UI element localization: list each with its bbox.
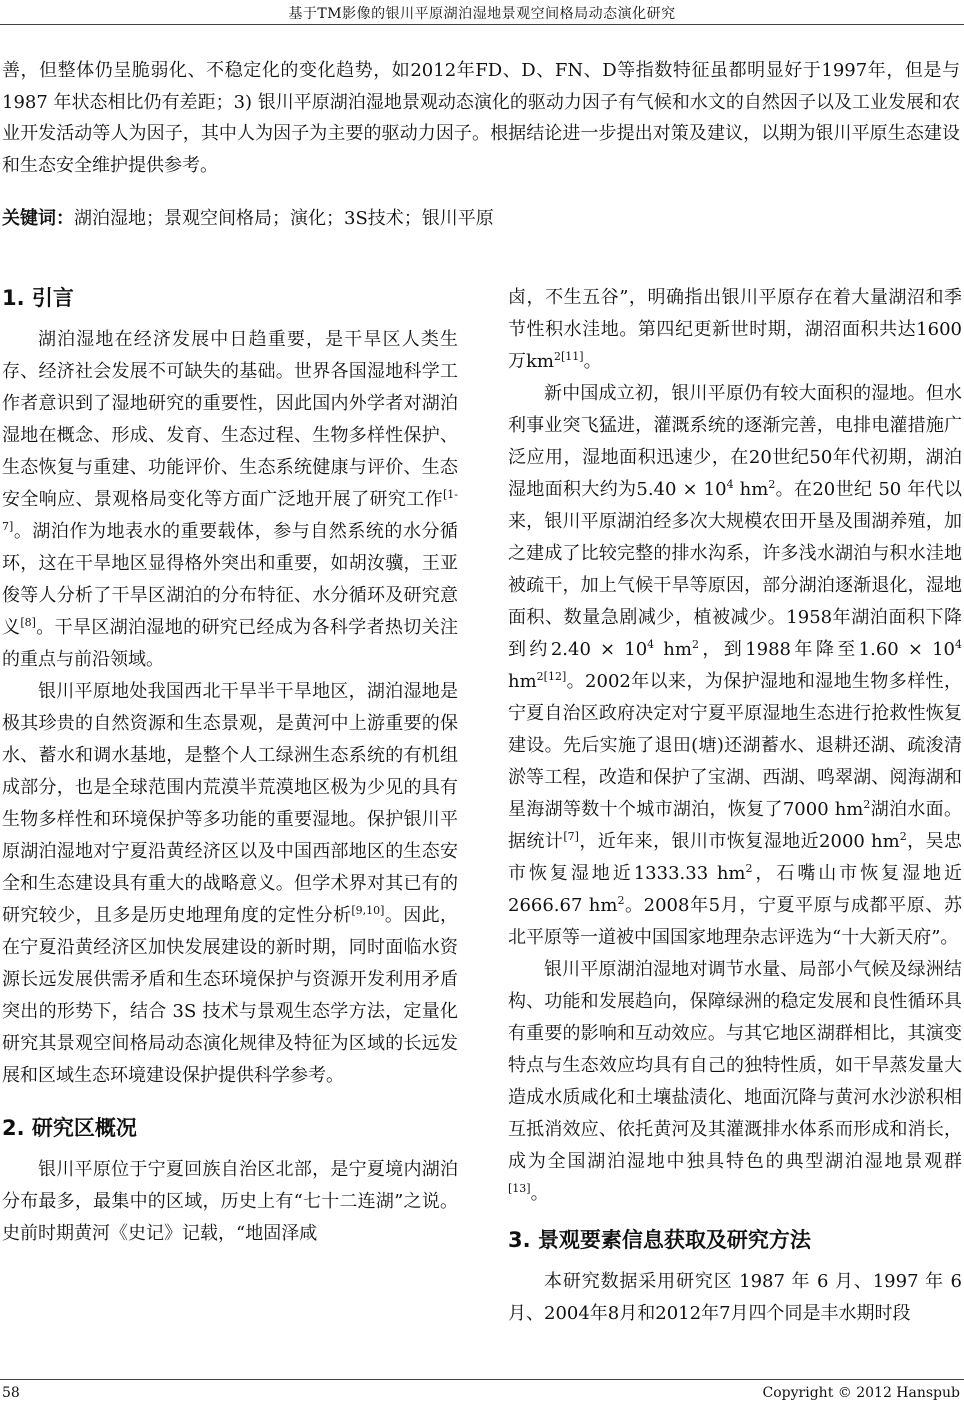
superscript: 4 [954,638,962,651]
footer-rule [0,1379,964,1380]
text-run: 银川平原湖泊湿地对调节水量、局部小气候及绿洲结构、功能和发展趋向，保障绿洲的稳定发展和良性循环具有重要的影响和互动效应。与其它地区湖群相比，其演变特点与生态效应均具有自己的独特性质，如干旱蒸发量大造成水质咸化和土壤盐渍化、地面沉降与黄河水沙淤积相互抵消效应、依托黄河及其灌溉排水体系而形成和消长，成为全国湖泊湿地中独具特色的典型湖泊湿地景观群 [508,959,962,1172]
methods-paragraph-1: 本研究数据采用研究区 1987 年 6 月、1997 年 6 月、2004年8月和2012年7月四个同是丰水期时段 [508,1271,962,1324]
right-column [508,282,962,1330]
superscript: 2[12] [536,670,567,683]
text-run: hm [733,479,769,500]
section-1-title: 1. 引言 [2,286,74,310]
text-run: 。2008年5月，宁夏平原与成都平原、苏北平原等一道被中国国家地理杂志评选为“十大新天府”。 [508,895,962,948]
study-area-paragraph-2 [508,378,962,954]
study-area-paragraph-3 [508,954,962,1210]
text-run: 。干旱区湖泊湿地的研究已经成为各科学者热切关注的重点与前沿领域。 [2,617,459,670]
study-area-paragraph-1-cont [508,282,962,378]
abstract-tail: 善，但整体仍呈脆弱化、不稳定化的变化趋势，如2012年FD、D、FN、D等指数特征虽都明显好于1997年，但是与 1987 年状态相比仍有差距；3) 银川平原湖泊湿地景观动态演化的驱动力因子有气候和水文的自然因子以及工业发展和农业开发活动等人为因子，其中人为因子为主要的驱动力因子。根据结论进一步提出对策及建议，以期为银川平原生态建设和生态安全维护提供参考。 [2,60,960,176]
text-run: 湖泊水面。据统计 [508,799,962,852]
text-run: ，到1988年降至1.60 × 10 [698,639,955,660]
running-header: 基于TM影像的银川平原湖泊湿地景观空间格局动态演化研究 [288,6,676,22]
citation: [7] [563,830,579,843]
superscript: 2 [863,798,871,811]
text-run: 银川平原地处我国西北干旱半干旱地区，湖泊湿地是极其珍贵的自然资源和生态景观，是黄河中上游重要的保水、蓄水和调水基地，是整个人工绿洲生态系统的有机组成部分，也是全球范围内荒漠半荒漠地区极为少见的具有生物多样性和环境保护等多功能的重要湿地。保护银川平原湖泊湿地对宁夏沿黄经济区以及中国西部地区的生态安全和生态建设具有重大的战略意义。但学术界对其已有的研究较少，且多是历史地理角度的定性分析 [2,681,458,926]
intro-paragraph-2 [2,676,458,1092]
superscript: 2 [617,894,625,907]
text-run: 。 [583,351,602,372]
citation: [1-7] [2,488,458,533]
header-rule [0,24,964,25]
text-run: ，近年来，银川市恢复湿地近2000 hm [578,831,900,852]
copyright: Copyright © 2012 Hanspub [762,1385,960,1401]
page-number: 58 [2,1385,20,1401]
text-run: 。湖泊作为地表水的重要载体，参与自然系统的水分循环，这在干旱地区显得格外突出和重要，如胡汝骥，王亚俊等人分析了干旱区湖泊的分布特征、水分循环及研究意义 [2,521,458,638]
superscript: 2 [899,830,907,843]
superscript: 4 [647,638,655,651]
superscript: 2 [745,862,753,875]
text-run: 卤，不生五谷”，明确指出银川平原存在着大量湖沼和季节性积水洼地。第四纪更新世时期，湖沼面积共达1600万km [508,287,962,372]
text-run: 湖泊湿地在经济发展中日趋重要，是干旱区人类生存、经济社会发展不可缺失的基础。世界各国湿地科学工作者意识到了湿地研究的重要性，因此国内外学者对湖泊湿地在概念、形成、发育、生态过程、生物多样性保护、生态恢复与重建、功能评价、生态系统健康与评价、生态安全响应、景观格局变化等方面广泛地开展了研究工作 [2,329,458,510]
superscript: 2 [691,638,699,651]
superscript: 4 [726,478,734,491]
section-3-title: 3. 景观要素信息获取及研究方法 [508,1228,811,1252]
superscript: 2[11] [553,350,584,363]
citation: [8] [20,616,36,629]
study-area-paragraph-1: 银川平原位于宁夏回族自治区北部，是宁夏境内湖泊分布最多，最集中的区域，历史上有“七十二连湖”之说。史前时期黄河《史记》记载，“地固泽咸 [2,1159,458,1244]
text-run: 。2002年以来，为保护湿地和湿地生物多样性，宁夏自治区政府决定对宁夏平原湿地生态进行抢救性恢复建设。先后实施了退田(塘)还湖蓄水、退耕还湖、疏浚清淤等工程，改造和保护了宝湖、西湖、鸣翠湖、阅海湖和星海湖等数十个城市湖泊，恢复了7000 hm [508,671,962,820]
text-run: ，吴忠市恢复湿地近1333.33 hm [508,831,963,884]
superscript: 2 [768,478,776,491]
section-2-title: 2. 研究区概况 [2,1116,137,1140]
text-run: 。在20世纪 50 年代以来，银川平原湖泊经多次大规模农田开垦及围湖养殖，加之建成了比较完整的排水沟系，许多浅水湖泊与积水洼地被疏干，加上气候干旱等原因，部分湖泊逐渐退化，湿地面积、数量急剧减少，植被减少。1958年湖泊面积下降到约2.40 × 10 [508,479,962,660]
text-run: 。因此，在宁夏沿黄经济区加快发展建设的新时期，同时面临水资源长远发展供需矛盾和生态环境保护与资源开发利用矛盾突出的形势下，结合 3S 技术与景观生态学方法，定量化研究其景观空间格局动态演化规律及特征为区域的长远发展和区域生态环境建设保护提供科学参考。 [2,905,459,1086]
keywords [2,203,960,235]
citation: [9,10] [351,904,385,917]
text-run: hm [654,639,692,660]
intro-paragraph-1 [2,324,458,676]
text-run: hm [508,671,537,692]
text-run: 新中国成立初，银川平原仍有较大面积的湿地。但水利事业突飞猛进，灌溉系统的逐渐完善，电排电灌措施广泛应用，湿地面积迅速少，在20世纪50年代初期，湖泊湿地面积大约为5.40 × 10 [508,383,962,500]
keywords-label: 关键词： [2,208,74,229]
citation: [13] [508,1182,531,1195]
text-run: ，石嘴山市恢复湿地近2666.67 hm [508,863,962,916]
keywords-text: 湖泊湿地；景观空间格局；演化；3S技术；银川平原 [74,208,494,229]
text-run: 。 [530,1183,549,1204]
left-column [2,282,458,1250]
